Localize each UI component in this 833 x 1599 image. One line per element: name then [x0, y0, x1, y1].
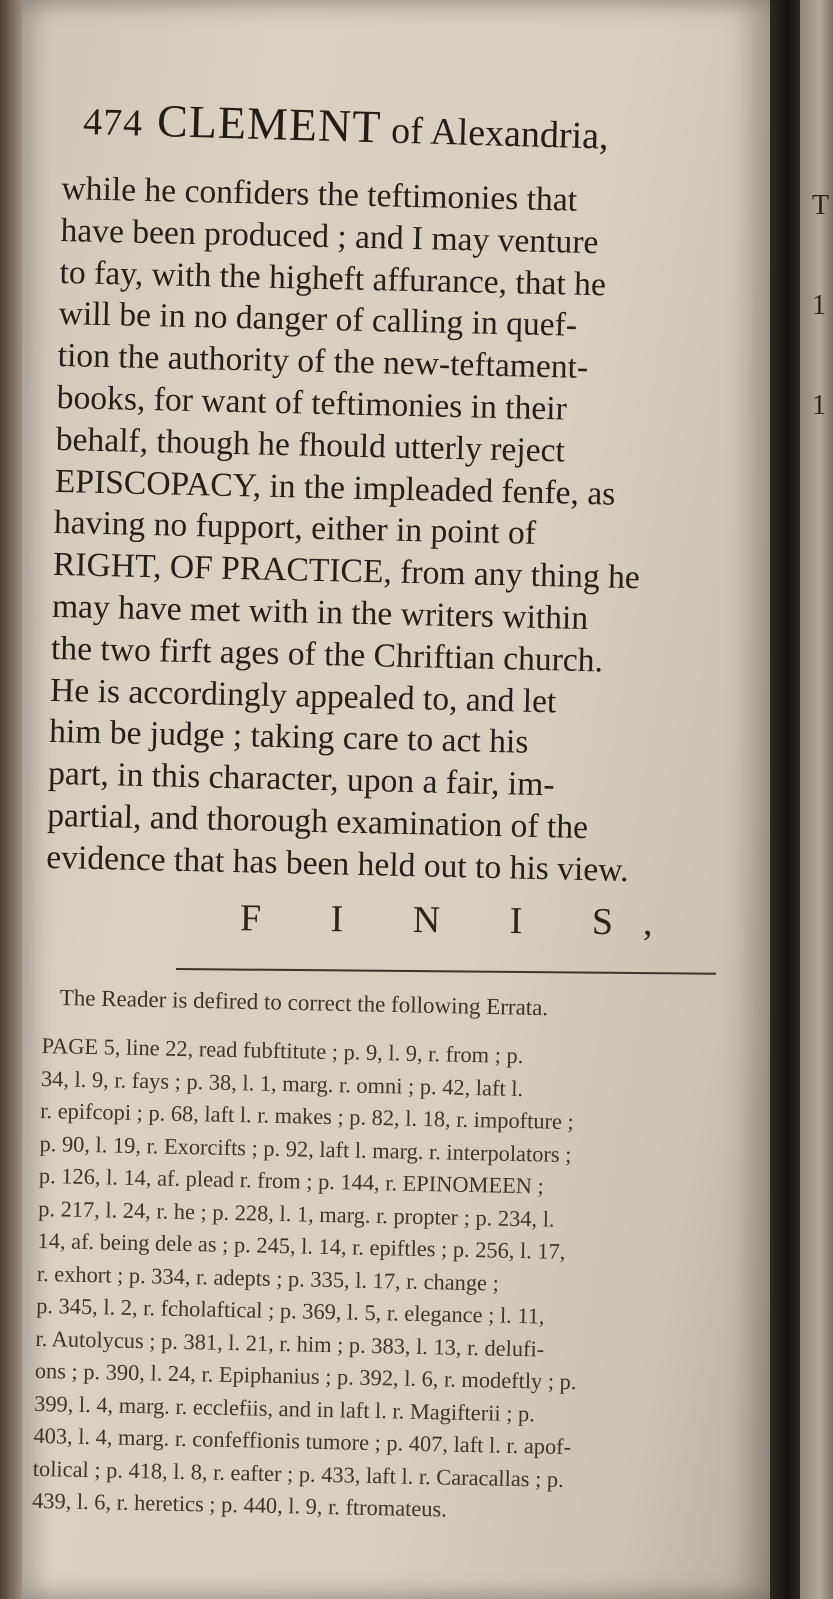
book-gutter	[770, 0, 800, 1599]
body-line: He is accordingly appealed to, and let	[49, 671, 557, 720]
errata-line: r. exhort ; p. 334, r. adepts ; p. 335, l. 17, r. change ;	[36, 1260, 500, 1296]
body-line: EPISCOPACY, in the impleaded fenfe, as	[54, 462, 616, 513]
body-line: books, for want of teftimonies in their	[56, 378, 568, 428]
errata-line: p. 345, l. 2, r. fcholaftical ; p. 369, l. 5, r. elegance ; l. 11,	[35, 1292, 545, 1329]
body-line: to fay, with the higheft affurance, that he	[59, 253, 607, 303]
errata-line: r. epifcopi ; p. 68, laft l. r. makes ; p. 82, l. 18, r. impofture ;	[40, 1097, 575, 1135]
body-line: the two firft ages of the Chriftian church.	[50, 629, 604, 680]
running-title: CLEMENT	[156, 95, 383, 153]
body-line: while he confiders the teftimonies that	[61, 169, 578, 219]
body-line: evidence that has been held out to his view.	[45, 838, 630, 889]
adjacent-page-glyph: 1	[812, 390, 826, 421]
body-text	[46, 168, 722, 893]
body-line: partial, and thorough examination of the	[46, 796, 589, 847]
adjacent-page-glyph: 1	[812, 290, 826, 321]
body-line: will be in no danger of calling in quef-	[58, 295, 578, 345]
page-number: 474	[82, 100, 144, 145]
adjacent-page-edge	[800, 0, 833, 1599]
errata-line: PAGE 5, line 22, read fubftitute ; p. 9, l. 9, r. from ; p.	[41, 1032, 524, 1069]
body-line: having no fupport, either in point of	[53, 504, 537, 553]
errata-line: 34, l. 9, r. fays ; p. 38, l. 1, marg. r. omni ; p. 42, laft l.	[40, 1065, 524, 1101]
errata-line: 14, af. being dele as ; p. 245, l. 14, r. epiftles ; p. 256, l. 17,	[37, 1227, 566, 1265]
body-line: part, in this character, upon a fair, im-	[47, 755, 555, 804]
body-line: him be judge ; taking care to act his	[48, 713, 529, 762]
body-line: RIGHT, OF PRACTICE, from any thing he	[52, 546, 641, 597]
errata-line: 403, l. 4, marg. r. confeffionis tumore ; p. 407, laft l. r. apof-	[33, 1422, 572, 1460]
errata-line: 399, l. 4, marg. r. ecclefiis, and in laft l. r. Magifterii ; p.	[33, 1390, 536, 1426]
errata-line: p. 90, l. 19, r. Exorcifts ; p. 92, laft l. marg. r. interpolators ;	[39, 1130, 572, 1167]
running-subtitle: of Alexandria,	[390, 109, 610, 158]
body-line: have been produced ; and I may venture	[60, 211, 599, 261]
errata-list	[32, 1030, 732, 1532]
finis-heading: F I N I S,	[239, 897, 683, 944]
body-line: tion the authority of the new-teftament-	[57, 337, 589, 387]
errata-line: tolical ; p. 418, l. 8, r. eafter ; p. 433, laft l. r. Caracallas ; p.	[32, 1455, 564, 1492]
errata-heading: The Reader is defired to correct the following Errata.	[59, 985, 549, 1021]
errata-line: p. 217, l. 24, r. he ; p. 228, l. 1, marg. r. propter ; p. 234, l.	[38, 1195, 555, 1232]
errata-line: ons ; p. 390, l. 24, r. Epiphanius ; p. 392, l. 6, r. modeftly ; p.	[34, 1357, 577, 1395]
adjacent-page-glyph: T	[812, 190, 830, 221]
errata-line: 439, l. 6, r. heretics ; p. 440, l. 9, r. ftromateus.	[31, 1487, 448, 1522]
body-line: may have met with in the writers within	[51, 587, 589, 638]
errata-line: p. 126, l. 14, af. plead r. from ; p. 144, r. EPINOMEEN ;	[38, 1162, 545, 1199]
errata-line: r. Autolycus ; p. 381, l. 21, r. him ; p. 383, l. 13, r. delufi-	[35, 1325, 545, 1362]
body-line: behalf, though he fhould utterly reject	[55, 420, 566, 470]
